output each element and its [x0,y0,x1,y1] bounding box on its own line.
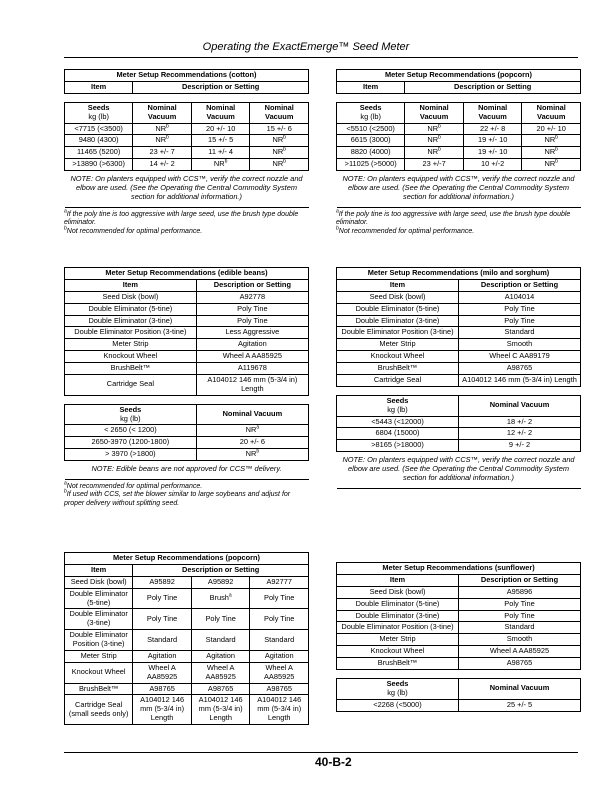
cell: $NR^b$ [191,159,250,171]
cell: A104012 146 mm (5-3/4 in) Length [196,374,308,395]
col-desc: Description or Setting [459,574,581,586]
col-item: Item [337,279,459,291]
cell: $NR^b$ [522,159,581,171]
page-number: 40-B-2 [315,755,352,769]
seeds-header: Seeds [386,395,409,405]
table-row [337,147,581,159]
table-row [337,339,581,351]
cell: BrushBelt™ [337,658,459,670]
cell: A98765 [133,683,192,695]
cell: 6615 (3000) [337,135,405,147]
header-rule [64,57,578,58]
note: NOTE: On planters equipped with CCS™, verify the correct nozzle and elbow are used. (See the Operating the Central Commodity System section for additional information.) [337,452,581,489]
cell: Agitation [250,650,309,662]
table-row [65,683,309,695]
cell: 18 +/- 2 [459,416,581,428]
edible-beans-table [64,267,309,480]
seeds-unit: kg (lb) [387,687,408,697]
sunflower-block [336,562,581,712]
cell: Double Eliminator (5-tine) [65,588,133,609]
cell: Double Eliminator (3-tine) [65,609,133,630]
cell: Double Eliminator (3-tine) [337,315,459,327]
cell: Double Eliminator Position (3-tine) [65,327,197,339]
table-row [65,363,309,375]
table-row [65,339,309,351]
cell: A98765 [250,683,309,695]
cell: Double Eliminator Position (3-tine) [337,622,459,634]
table-row [337,135,581,147]
footnote-b: If used with CCS, set the blower similar to large soybeans and adjust for proper delivery without splitting seed. [64,491,291,507]
cell: Cartridge Seal (small seeds only) [65,695,133,725]
cell: A98765 [459,363,581,375]
cell: Seed Disk (bowl) [337,291,459,303]
cell: <5443 (<12000) [337,416,459,428]
cell: <5510 (<2500) [337,123,405,135]
cell: BrushBelt™ [337,363,459,375]
table-row [337,646,581,658]
cell: A95892 [191,576,250,588]
cell: 11465 (5200) [65,147,133,159]
cotton-block [64,69,309,236]
cell: Poly Tine [459,303,581,315]
cell: $NR^b$ [405,135,464,147]
cell: A92777 [250,576,309,588]
cell: 9480 (4300) [65,135,133,147]
table-row [65,351,309,363]
cell: $NR^b$ [133,123,192,135]
cell: Cartridge Seal [65,374,197,395]
table-row [337,327,581,339]
note: NOTE: On planters equipped with CCS™, verify the correct nozzle and elbow are used. (See the Operating the Central Commodity System section for additional information.) [65,171,309,208]
cell: Double Eliminator Position (3-tine) [337,327,459,339]
cell: 19 +/- 10 [463,135,522,147]
seeds-header: Seeds [359,102,382,112]
cell: Knockout Wheel [65,351,197,363]
cell: 25 +/- 5 [459,699,581,711]
cell: Wheel A AA85925 [250,662,309,683]
cell: A104014 [459,291,581,303]
cell: 9 +/- 2 [459,440,581,452]
cell: Poly Tine [133,588,192,609]
cell: Standard [250,630,309,651]
milo-sorghum-block [336,267,581,489]
cell: Meter Strip [337,339,459,351]
table-row [65,159,309,171]
cell: Less Aggressive [196,327,308,339]
cell: Agitation [133,650,192,662]
footnotes: $^a$If the poly tine is too aggressive with large seed, use the brush type double eliminator. $^b$Not recommended for optimal performance. [336,208,571,235]
footnotes: $^a$Not recommended for optimal performance. $^b$If used with CCS, set the blower similar to large soybeans and adjust for proper delivery without splitting seed. [64,480,291,507]
seeds-header: Seeds [386,678,409,688]
table-row [337,303,581,315]
cell: Poly Tine [250,609,309,630]
table-row [337,586,581,598]
table-row [337,315,581,327]
cell: A104012 146 mm (5-3/4 in) Length [191,695,250,725]
cell: Agitation [191,650,250,662]
nv-header: Nominal Vacuum [250,102,309,123]
note: NOTE: On planters equipped with CCS™, verify the correct nozzle and elbow are used. (See the Operating the Central Commodity System section for additional information.) [337,171,581,208]
cell: Standard [133,630,192,651]
table-title: Meter Setup Recommendations (milo and sorghum) [337,268,581,280]
popcorn-settings-table [64,552,309,725]
cell: Wheel C AA89179 [459,351,581,363]
cell: $NR^b$ [405,123,464,135]
cell: Double Eliminator (5-tine) [337,598,459,610]
footnote-b: Not recommended for optimal performance. [66,227,203,235]
cell: BrushBelt™ [65,683,133,695]
cell: Meter Strip [65,339,197,351]
cell: Double Eliminator Position (3-tine) [65,630,133,651]
cell: 20 +/- 10 [191,123,250,135]
col-item: Item [337,81,405,93]
cell: Smooth [459,339,581,351]
col-desc: Description or Setting [133,564,309,576]
cell: Seed Disk (bowl) [337,586,459,598]
footnote-a: If the poly tine is too aggressive with large seed, use the brush type double eliminator. [336,210,571,227]
nv-header: Nominal Vacuum [191,102,250,123]
cell: Poly Tine [196,315,308,327]
cell: Meter Strip [337,634,459,646]
cell: 23 +/-7 [405,159,464,171]
footer-rule [64,752,578,753]
seeds-unit: kg (lb) [360,111,381,121]
cell: 22 +/- 8 [463,123,522,135]
cell: $NR^a$ [196,425,308,437]
col-item: Item [337,574,459,586]
table-title: Meter Setup Recommendations (popcorn) [337,70,581,82]
cell: A98765 [459,658,581,670]
table-row [337,416,581,428]
cell: Poly Tine [459,598,581,610]
cell: 15 +/- 6 [250,123,309,135]
table-title: Meter Setup Recommendations (edible beans) [65,268,309,280]
cell: Wheel A AA85925 [133,662,192,683]
col-desc: Description or Setting [405,81,581,93]
nv-header: Nominal Vacuum [405,102,464,123]
cell: A95892 [133,576,192,588]
table-row [337,374,581,386]
table-row [65,374,309,395]
table-row [65,135,309,147]
sunflower-table [336,562,581,712]
nv-header: Nominal Vacuum [522,102,581,123]
cell: $NR^b$ [405,147,464,159]
cell: 12 +/- 2 [459,428,581,440]
cell: Double Eliminator (3-tine) [65,315,197,327]
cell: Double Eliminator (3-tine) [337,610,459,622]
table-row [65,609,309,630]
table-row [337,634,581,646]
footnote-a: Not recommended for optimal performance. [66,482,203,490]
cell: Wheel A AA85925 [459,646,581,658]
table-row [337,428,581,440]
cell: Wheel A AA85925 [191,662,250,683]
cell: >8165 (>18000) [337,440,459,452]
cell: 20 +/- 10 [522,123,581,135]
cell: $NR^b$ [522,135,581,147]
table-row [337,123,581,135]
table-row [337,598,581,610]
nv-header: Nominal Vacuum [459,395,581,416]
cell: Knockout Wheel [337,351,459,363]
col-desc: Description or Setting [459,279,581,291]
table-row [65,291,309,303]
cell: Standard [459,327,581,339]
cell: Poly Tine [250,588,309,609]
cell: A98765 [191,683,250,695]
cell: A119678 [196,363,308,375]
col-item: Item [65,81,133,93]
footnote-b: Not recommended for optimal performance. [338,227,475,235]
footnotes: $^a$If the poly tine is too aggressive with large seed, use the brush type double eliminator. $^b$Not recommended for optimal performance. [64,208,299,235]
cell: Poly Tine [133,609,192,630]
cell: > 3970 (>1800) [65,449,197,461]
table-row [65,315,309,327]
nv-header: Nominal Vacuum [196,404,308,425]
table-row [65,588,309,609]
table-row [337,610,581,622]
table-row [337,440,581,452]
cell: Standard [191,630,250,651]
cell: Poly Tine [196,303,308,315]
table-row [337,159,581,171]
seeds-header: Seeds [87,102,110,112]
cell: 20 +/- 6 [196,437,308,449]
table-row [65,303,309,315]
cell: 15 +/- 5 [191,135,250,147]
cell: 2650-3970 (1200-1800) [65,437,197,449]
table-row [65,449,309,461]
cell: A104012 146 mm (5-3/4 in) Length [250,695,309,725]
col-desc: Description or Setting [196,279,308,291]
table-row [65,425,309,437]
cell: Poly Tine [191,609,250,630]
cell: $NR^b$ [133,135,192,147]
table-row [337,622,581,634]
table-row [337,658,581,670]
cell: $NR^b$ [250,135,309,147]
cell: >13890 (>6300) [65,159,133,171]
cell: <7715 (<3500) [65,123,133,135]
popcorn-settings-block [64,552,309,725]
footnote-a: If the poly tine is too aggressive with large seed, use the brush type double eliminator. [64,210,299,227]
cell: 23 +/- 7 [133,147,192,159]
cell: BrushBelt™ [65,363,197,375]
nv-header: Nominal Vacuum [133,102,192,123]
cell: Smooth [459,634,581,646]
cell: Seed Disk (bowl) [65,291,197,303]
popcorn-vacuum-block [336,69,581,236]
cell: Seed Disk (bowl) [65,576,133,588]
cell: Meter Strip [65,650,133,662]
cell: Wheel A AA85925 [196,351,308,363]
cell: 8820 (4000) [337,147,405,159]
cell: Knockout Wheel [65,662,133,683]
cell: < 2650 (< 1200) [65,425,197,437]
cotton-table [64,69,309,208]
table-row [65,650,309,662]
seeds-header: Seeds [119,404,142,414]
cell: A95896 [459,586,581,598]
cell: $NR^b$ [250,147,309,159]
col-item: Item [65,279,197,291]
cell: A104012 146 mm (5-3/4 in) Length [133,695,192,725]
table-row [65,327,309,339]
page-header: Operating the ExactEmerge™ Seed Meter [202,41,410,53]
table-title: Meter Setup Recommendations (cotton) [65,70,309,82]
cell: Brush$^a$ [191,588,250,609]
table-row [65,662,309,683]
seeds-unit: kg (lb) [120,413,141,423]
cell: Poly Tine [459,315,581,327]
table-title: Meter Setup Recommendations (popcorn) [65,553,309,565]
cell: Poly Tine [459,610,581,622]
table-row [337,291,581,303]
table-row [65,695,309,725]
cell: $NR^b$ [196,449,308,461]
cell: Standard [459,622,581,634]
table-row [65,437,309,449]
seeds-unit: kg (lb) [387,404,408,414]
table-title: Meter Setup Recommendations (sunflower) [337,563,581,575]
table-row [337,363,581,375]
cell: <2268 (<5000) [337,699,459,711]
cell: >11025 (>5000) [337,159,405,171]
cell: Double Eliminator (5-tine) [65,303,197,315]
col-item: Item [65,564,133,576]
note: NOTE: Edible beans are not approved for CCS™ delivery. [65,461,309,480]
nv-header: Nominal Vacuum [463,102,522,123]
milo-sorghum-table [336,267,581,489]
table-row [65,147,309,159]
cell: A92778 [196,291,308,303]
table-row [337,699,581,711]
popcorn-vacuum-table [336,69,581,208]
cell: Agitation [196,339,308,351]
cell: 14 +/- 2 [133,159,192,171]
cell: Knockout Wheel [337,646,459,658]
cell: 19 +/- 10 [463,147,522,159]
cell: $NR^b$ [250,159,309,171]
cell: 6804 (15000) [337,428,459,440]
table-row [65,576,309,588]
table-row [65,630,309,651]
nv-header: Nominal Vacuum [459,678,581,699]
seeds-unit: kg (lb) [88,111,109,121]
cell: Double Eliminator (5-tine) [337,303,459,315]
table-row [337,351,581,363]
cell: 10 +/-2 [463,159,522,171]
col-desc: Description or Setting [133,81,309,93]
cell: 11 +/- 4 [191,147,250,159]
cell: $NR^b$ [522,147,581,159]
table-row [65,123,309,135]
edible-beans-block [64,267,309,508]
cell: Cartridge Seal [337,374,459,386]
cell: A104012 146 mm (5-3/4 in) Length [459,374,581,386]
